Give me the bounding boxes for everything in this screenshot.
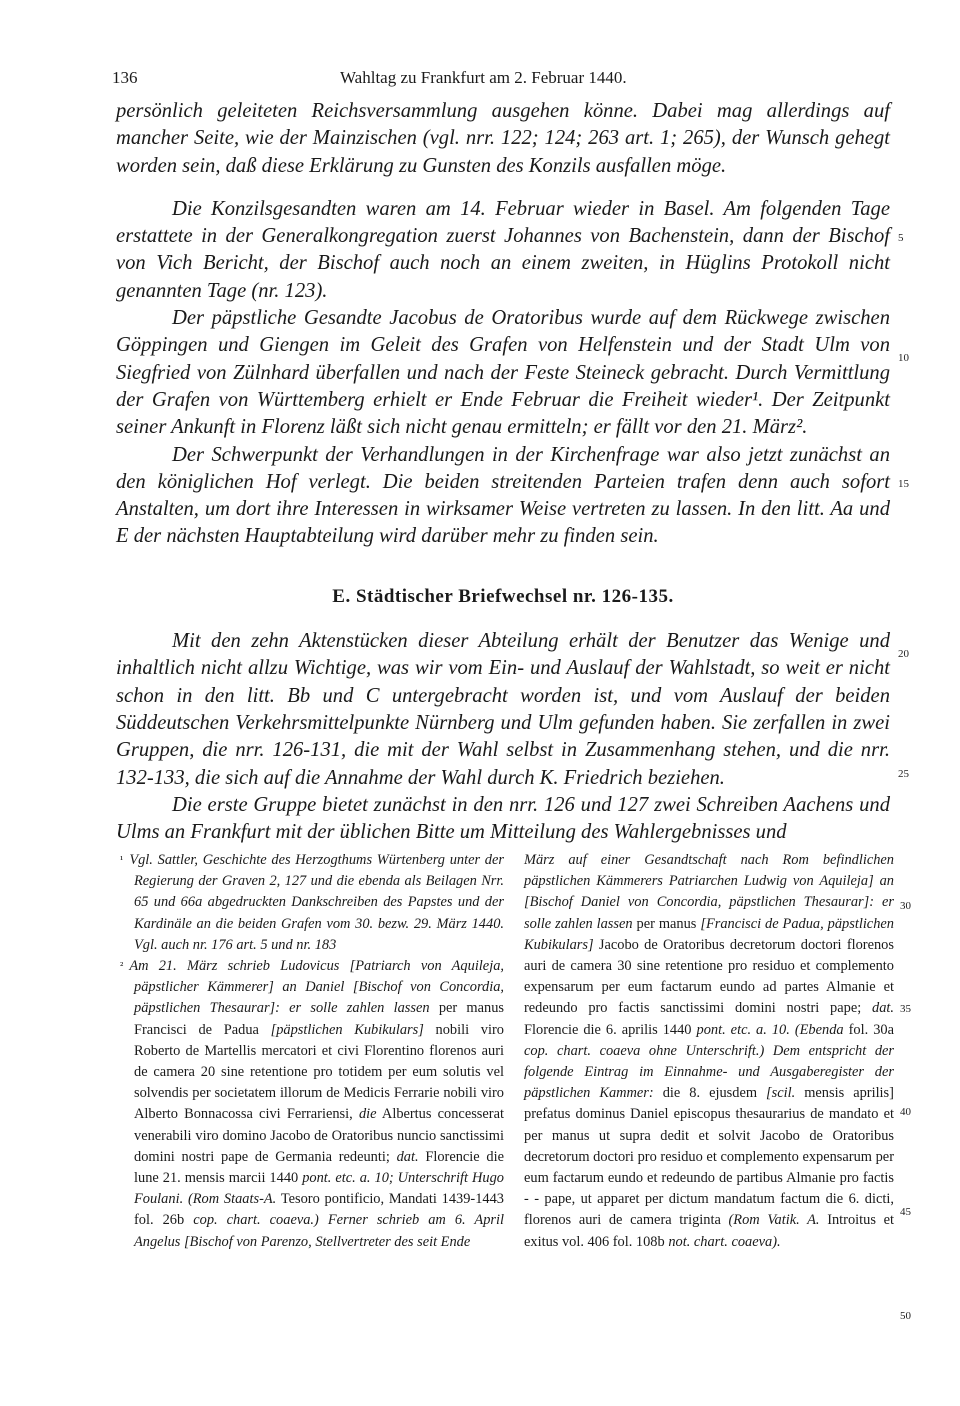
line-number: 20 [898,648,909,660]
footnote-text: cop. chart. coaeva.) Ferner schrieb am 6. April Angelus [Bischof von Parenzo, Stellvertreter des seit Ende [134,1212,504,1250]
footnote-text: Vgl. Sattler, Geschichte des Herzogthums Würtenberg unter der Regierung der Graven 2, 127 und die ebenda als Beilagen Nrr. 65 und 66a abgedruckten Dankschreiben des Papstes und der Kardinäle an die beiden Grafen vom 30. bezw. 29. März 1440. Vgl. auch nr. 176 art. 5 und nr. 183 [129,852,504,953]
running-title: Wahltag zu Frankfurt am 2. Februar 1440. [340,68,627,87]
line-number: 30 [900,900,911,912]
footnote-text: fol. 30a [848,1021,894,1038]
footnote-text: Florencie die 6. aprilis 1440 [524,1021,692,1038]
footnote-text: Florencie die lune 21. mensis marcii 1440 [134,1148,504,1187]
footnote-mark: ¹ [120,854,124,866]
footnote-text: Tesoro pontificio, Mandati 1439-1443 fol. 26b [134,1191,504,1229]
footnote-text: Introitus et exitus vol. 406 fol. 108b [524,1212,894,1250]
footnote-text: [scil. [766,1085,796,1102]
paragraph: Der päpstliche Gesandte Jacobus de Oratoribus wurde auf dem Rückwege zwischen Göppingen und Giengen im Geleit des Grafen von Helfenstein und der Stadt Ulm von Siegfried von Zülnhard überfallen und nach der Feste Steineck gebracht. Durch Vermittlung der Grafen von Württemberg erhielt er Ende Februar die Freiheit wieder¹. Der Zeitpunkt seiner Ankunft in Florenz läßt sich nicht genau ermitteln; er fällt vor den 21. März². [116,307,890,439]
footnote-text: Am 21. März schrieb Ludovicus [Patriarch von Aquileja, päpstlicher Kämmerer] an Daniel [Bischof von Concordia, päpstlichen Thesaurar]: er solle zahlen lassen [129,958,504,1017]
footnote-text: dat. [872,1000,894,1017]
footnote-column-right [524,850,894,1253]
line-number: 35 [900,1003,911,1015]
footnote-text: mensis aprilis] prefatus dominus Daniel episcopus thesaurarius de mandato et per manus ut supra dedit et solvit Jacobo de Oratoribus decretorum doctori pro residuo et complemento expensarum per eum factarum eundo et redeundo de partibus Almanie pro factis - - pape, ut apparet per dictum mandatum factum die 6. dicti, florenos auri de camera triginta [524,1085,894,1229]
footnote-text: not. chart. coaeva). [668,1233,781,1250]
page-number: 136 [112,68,138,87]
footnote-2 [120,956,504,1253]
footnote-mark: ² [120,960,124,973]
line-number: 50 [900,1310,911,1322]
footnote-text: per manus Francisci de Padua [134,1000,504,1038]
footnote-text: nobili viro Roberto de Martellis mercatori et civi Florentino florenos auri de camera 20 sine retentione pro totidem per eum solutis vel solvendis per societatem illorum de Medicis Ferrarie nobili viro Alberto Bonnacossa civi Ferrariensi, [134,1021,504,1123]
footnote-text: die [358,1106,377,1123]
footnote-text: dat. [396,1148,419,1165]
footnote-text: per manus [636,915,697,932]
footnote-text: pont. etc. a. 10; Unterschrift Hugo Foulani. (Rom Staats-A. [134,1170,504,1208]
paragraph: Die Konzilsgesandten waren am 14. Februar wieder in Basel. Am folgenden Tage erstattete in der Generalkongregation zuerst Johannes von Bachenstein, dann der Bischof von Vich Bericht, der Bischof auch noch an einem zweiten, in Hüglins Protokoll nicht genannten Tage (nr. 123). [116,197,890,302]
footnote-text: Jacobo de Oratoribus decretorum doctori florenos auri de camera 30 sine retentione pro residuo et complemento expensarum per eum factarum eundo ad partes Almanie et redeundo pro factis sanctissimi domini nostri pape; [524,936,894,1017]
footnote-text: pont. etc. a. 10. (Ebenda [696,1021,844,1038]
paragraph: Mit den zehn Aktenstücken dieser Abteilung erhält der Benutzer das Wenige und inhaltlich nicht allzu Wichtige, was wir vom Ein- und Auslauf der Wahlstadt, so weit er nicht schon in den litt. Bb und C untergebracht worden ist, und vom Auslauf der beiden Süddeutschen Verkehrsmittelpunkte Nürnberg und Ulm gefunden haben. Sie zerfallen in zwei Gruppen, die nrr. 126-131, die mit der Wahl selbst in Zusammenhang stehen, und die nrr. 132-133, die sich auf die Annahme der Wahl durch K. Friedrich beziehen. [116,630,890,789]
line-number: 5 [898,232,904,244]
footnote-column-left [120,850,504,1253]
line-number: 40 [900,1106,911,1118]
paragraph: persönlich geleiteten Reichsversammlung ausgehen könne. Dabei mag allerdings auf mancher Seite, wie der Mainzischen (vgl. nrr. 122; 124; 263 art. 1; 265), der Wunsch gehegt worden sein, daß diese Erklärung zu Gunsten des Konzils ausfallen möge. [116,100,890,177]
footnote-text: (Rom Vatik. A. [728,1212,820,1229]
page-header [112,68,882,96]
line-number: 10 [898,352,909,364]
line-number: 15 [898,478,909,490]
footnote-text: [Francisci de Padua, päpstlichen Kubikulars] [524,915,894,953]
line-number: 25 [898,768,909,780]
line-number: 45 [900,1206,911,1218]
paragraph: Die erste Gruppe bietet zunächst in den nrr. 126 und 127 zwei Schreiben Aachens und Ulms an Frankfurt mit der üblichen Bitte um Mitteilung des Wahlergebnisses und [116,793,890,844]
footnote-text: [päpstlichen Kubikulars] [270,1021,424,1038]
footnotes [116,850,911,1350]
paragraph: Der Schwerpunkt der Verhandlungen in der Kirchenfrage war also jetzt zunächst an den königlichen Hof verlegt. Die beiden streitenden Parteien trafen denn auch sofort Anstalten, um dort ihre Interessen in wirksamer Weise vertreten zu lassen. In den litt. Aa und E der nächsten Hauptabteilung wird darüber mehr zu finden sein. [116,443,890,548]
footnote-text: cop. chart. coaeva ohne Unterschrift.) Dem entspricht der folgende Eintrag im Einnahme- und Ausgaberegister der päpstlichen Kammer: [524,1042,894,1102]
footnote-text: Albertus concesserat venerabili viro domino Jacobo de Oratoribus nuncio sanctissimi domini nostri pape de Germania redeunti; [134,1106,504,1165]
footnote-1 [120,850,504,956]
footnote-2-continued [524,850,894,1253]
section-heading: E. Städtischer Briefwechsel nr. 126-135. [332,585,674,607]
footnote-text: die 8. ejusdem [662,1085,758,1102]
main-text [116,98,890,846]
footnote-text: März auf einer Gesandtschaft nach Rom befindlichen päpstlichen Kämmerers Patriarchen Ludwig von Aquileja] an [Bischof Daniel von Concordia, päpstlichen Thesaurar]: er solle zahlen lassen [524,852,894,932]
